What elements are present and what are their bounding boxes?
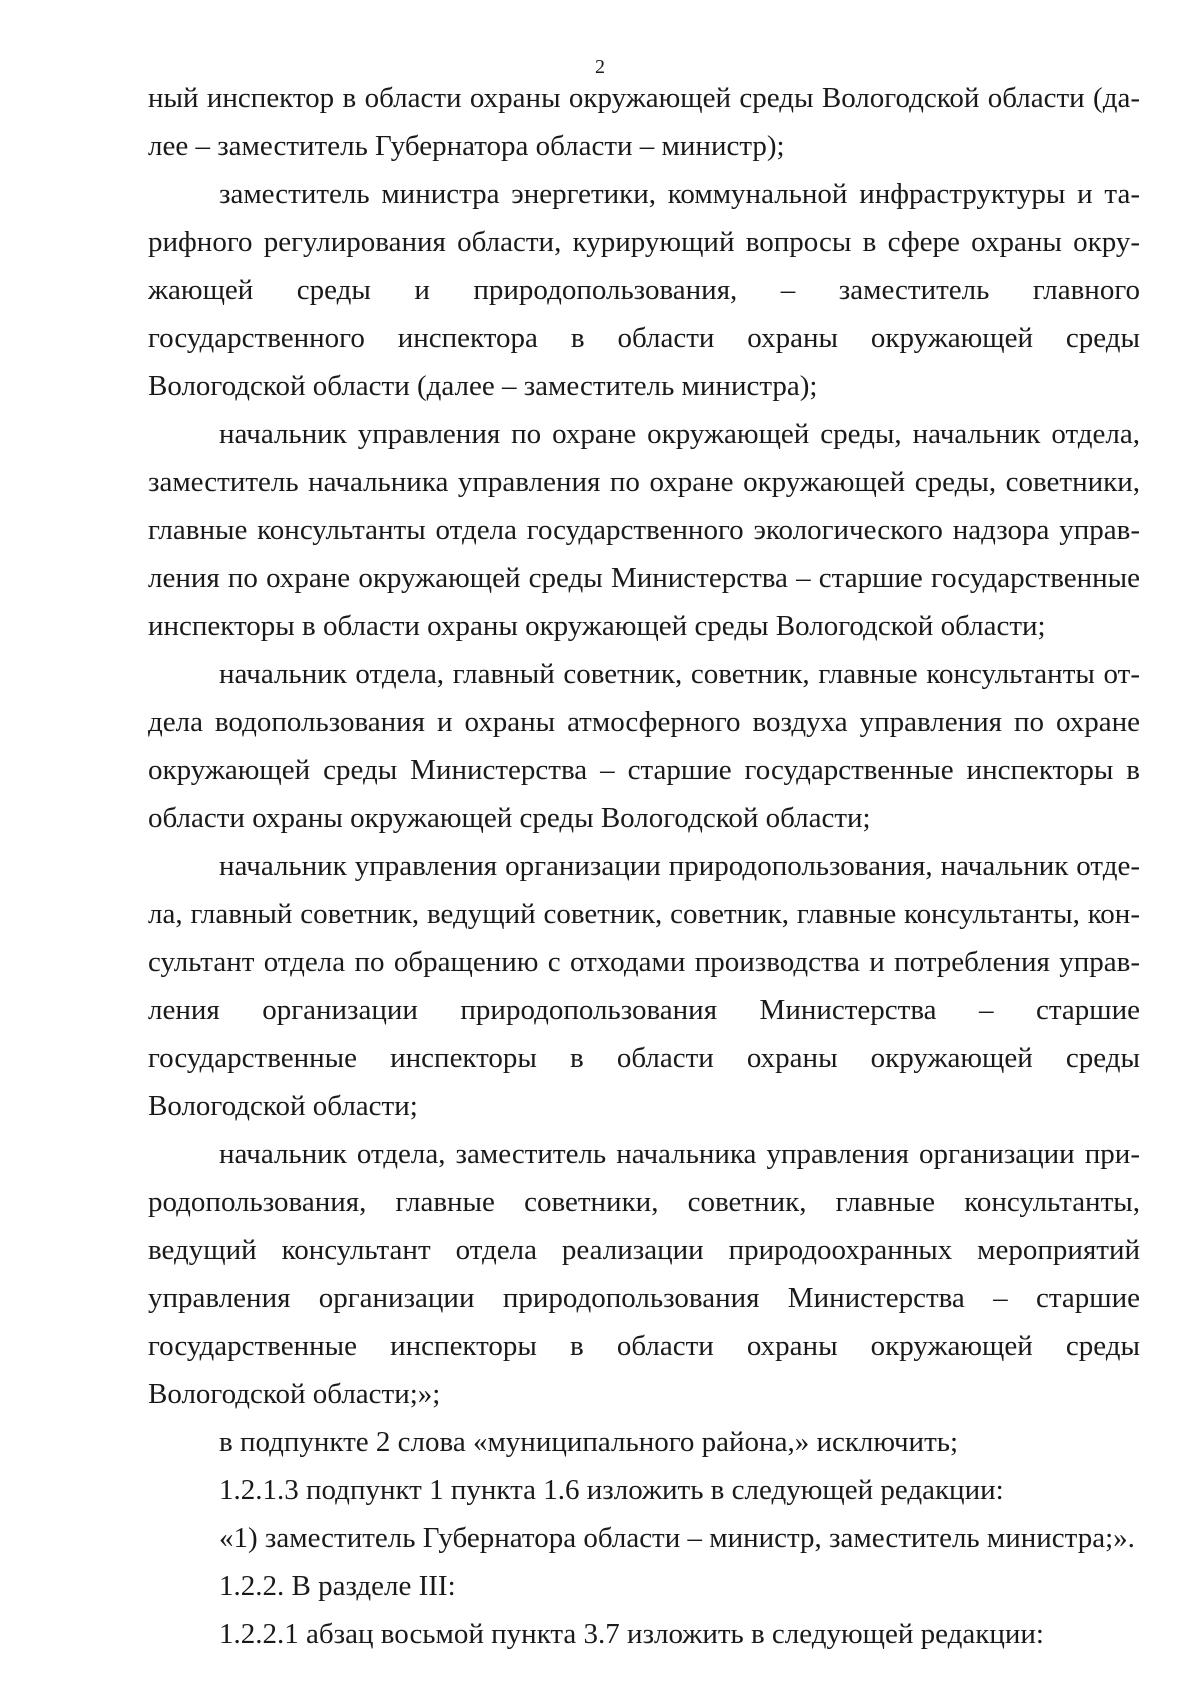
- paragraph-4: начальник отдела, главный советник, советник, главные консультанты отдела водопользования и охраны атмосферного воздуха управления по охране окружающей среды Министерства – старшие государственные инспекторы в области охраны окружающей среды Вологодской области;: [148, 658, 1140, 834]
- document-body: [148, 74, 1140, 1658]
- paragraph-1: ный инспектор в области охраны окружающей среды Вологодской области (далее – заместитель Губернатора области – министр);: [148, 82, 1140, 162]
- paragraph-10: 1.2.2. В разделе III:: [219, 1570, 456, 1602]
- page-number: 2: [595, 56, 605, 78]
- paragraph-8: 1.2.1.3 подпункт 1 пункта 1.6 изложить в следующей редакции:: [219, 1474, 1004, 1506]
- paragraph-7: в подпункте 2 слова «муниципального района,» исключить;: [219, 1426, 959, 1458]
- paragraph-2: заместитель министра энергетики, коммунальной инфраструктуры и тарифного регулирования области, курирующий вопросы в сфере охраны окружающей среды и природопользования, – заместитель главного государственного инспектора в области охраны окружающей среды Вологодской области (далее – заместитель министра);: [148, 178, 1140, 402]
- paragraph-6: начальник отдела, заместитель начальника управления организации природопользования, главные советники, советник, главные консультанты, ведущий консультант отдела реализации природоохранных мероприятий управления организации природопользования Министерства – старшие государственные инспекторы в области охраны окружающей среды Вологодской области;»;: [148, 1138, 1140, 1410]
- paragraph-9: «1) заместитель Губернатора области – министр, заместитель министра;».: [219, 1522, 1135, 1554]
- paragraph-5: начальник управления организации природопользования, начальник отдела, главный советник, ведущий советник, советник, главные консультанты, консультант отдела по обращению с отходами производства и потребления управления организации природопользования Министерства – старшие государственные инспекторы в области охраны окружающей среды Вологодской области;: [148, 850, 1140, 1122]
- paragraph-3: начальник управления по охране окружающей среды, начальник отдела, заместитель начальника управления по охране окружающей среды, советники, главные консультанты отдела государственного экологического надзора управления по охране окружающей среды Министерства – старшие государственные инспекторы в области охраны окружающей среды Вологодской области;: [148, 418, 1140, 642]
- paragraph-11: 1.2.2.1 абзац восьмой пункта 3.7 изложить в следующей редакции:: [219, 1618, 1044, 1650]
